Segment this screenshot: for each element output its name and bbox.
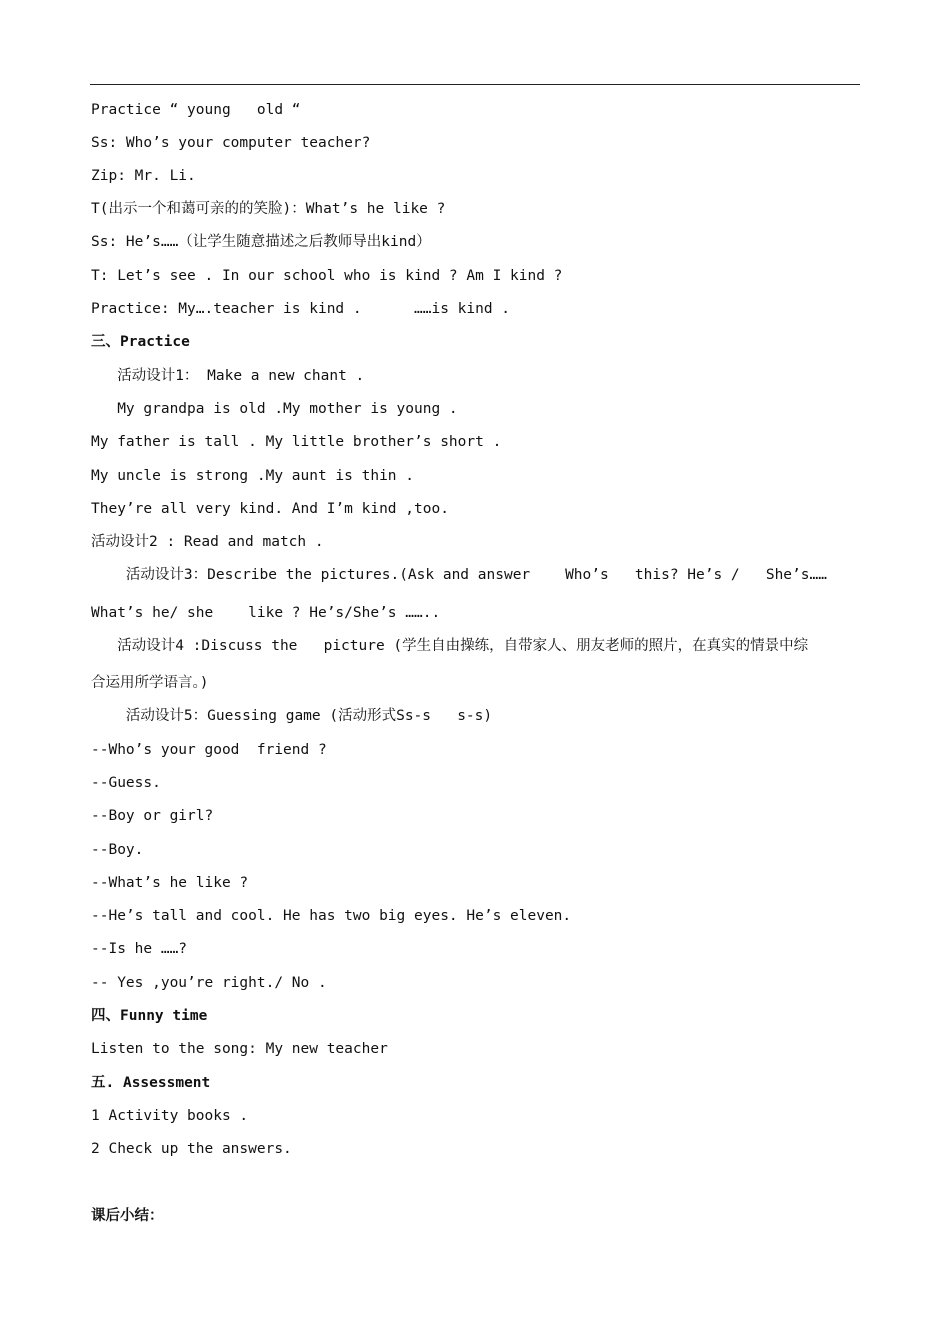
text-line: My uncle is strong .My aunt is thin .: [91, 468, 415, 484]
text-line: Practice “ young old “: [91, 102, 301, 118]
text-line: 活动设计1： Make a new chant .: [91, 368, 365, 384]
text-line: My father is tall . My little brother’s short .: [91, 434, 502, 450]
text-line: Practice: My….teacher is kind . ……is kind .: [91, 301, 511, 317]
text-line: --Guess.: [91, 775, 161, 791]
text-line: --Boy.: [91, 842, 144, 858]
text-line: 活动设计3：Describe the pictures.(Ask and answer Who’s this? He’s / She’s……: [91, 567, 827, 583]
text-line: --Boy or girl?: [91, 808, 214, 824]
text-line: They’re all very kind. And I’m kind ,too.: [91, 501, 449, 517]
text-line: T(出示一个和蔼可亲的的笑脸)：What’s he like ?: [91, 201, 446, 217]
text-line: Listen to the song: My new teacher: [91, 1041, 388, 1057]
text-line: 2 Check up the answers.: [91, 1141, 292, 1157]
text-line: 活动设计2 : Read and match .: [91, 534, 324, 550]
section-heading: 三、Practice: [91, 334, 190, 350]
text-line: -- Yes ,you’re right./ No .: [91, 975, 327, 991]
text-line: --He’s tall and cool. He has two big eyes. He’s eleven.: [91, 908, 572, 924]
section-heading: 五. Assessment: [91, 1075, 211, 1091]
text-line: --Who’s your good friend ?: [91, 742, 327, 758]
text-line: 活动设计4 :Discuss the picture (学生自由操练，自带家人、朋友老师的照片，在真实的情景中综: [91, 638, 809, 654]
text-line: Zip: Mr. Li.: [91, 168, 196, 184]
header-rule: [90, 84, 860, 85]
text-line: --What’s he like ?: [91, 875, 249, 891]
text-line: 合运用所学语言。): [91, 675, 209, 691]
text-line: T: Let’s see . In our school who is kind ? Am I kind ?: [91, 268, 563, 284]
section-heading: 四、Funny time: [91, 1008, 208, 1024]
text-line: What’s he/ she like ? He’s/She’s ……..: [91, 605, 441, 621]
text-line: 1 Activity books .: [91, 1108, 249, 1124]
text-line: My grandpa is old .My mother is young .: [91, 401, 458, 417]
text-line: --Is he ……?: [91, 941, 188, 957]
text-line: Ss: He’s……（让学生随意描述之后教师导出kind）: [91, 234, 431, 250]
text-line: Ss: Who’s your computer teacher?: [91, 135, 371, 151]
text-line: 活动设计5：Guessing game (活动形式Ss-s s-s): [91, 708, 493, 724]
summary-heading: 课后小结：: [91, 1208, 164, 1224]
